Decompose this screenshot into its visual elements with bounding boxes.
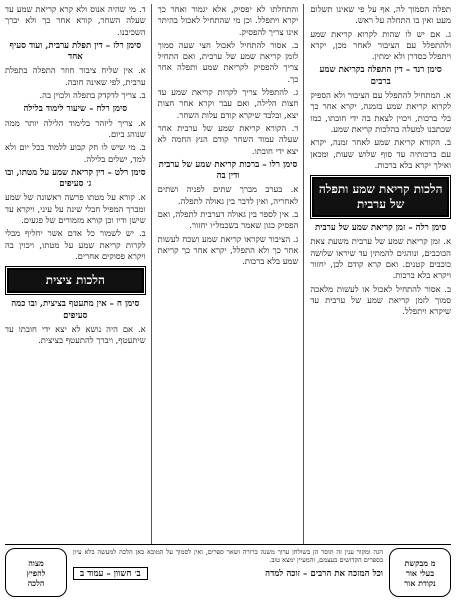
section-banner: הלכות קריאת שמע ותפלה של ערבית <box>312 177 449 217</box>
section-heading: סימן רלז – דין תפלת ערבית, ועוד סעיף אחד <box>9 40 142 63</box>
section-heading: סימן רלט – דין קריאת שמע על מטתו, ובו ג׳ סעיפים <box>4 167 146 190</box>
logo-right <box>389 548 451 597</box>
page-label: ב׳ חשוון – עמוד ב <box>73 567 148 580</box>
paragraph: א. המתחיל להתפלל עם הציבור ולא הספיק לקרוא קריאת שמע בזמנה, יקרא אחר כך בלי ברכות, ויכוין לצאת בה ידי חובתו, כמו שכתבנו למעלה בהלכות קריאת שמע. <box>310 90 451 134</box>
paragraph: ב. אסור להתחיל לאכול חצי שעה סמוך לזמן קריאת שמע של ערבית, ואם התחיל צריך להפסיק לקריאת שמע ותפלה אחר כך. <box>157 39 299 84</box>
paragraph: ד. הקורא קריאת שמע של ערבית אחר שעלה עמוד השחר קודם הנץ החמה לא יצא ידי חובתו. <box>157 122 299 156</box>
paragraph: א. זמן קריאת שמע של ערבית משעת צאת הכוכבים, ונוהגים להמתין עד שיראו שלושה כוכבים קטנים. ואם קרא קודם לכן, יחזור ויקרא בלא ברכות. <box>310 236 451 281</box>
paragraph: והתחלתו לא יפסיק, אלא יגמור ואחר כך יקרא ויתפלל. וכן מי שהתחיל לאכול בהיתר אינו צריך להפסיק. <box>157 4 299 37</box>
footer-note: הגה ומקור ענין זה תוסר הן בשולחן ערוך משנה ברורה ושאר ספרים, ואין לסמוך על המובא כאן הלכה למעשה בלא עיון בספרים הקדושים בעצמם, והמעיין ימצא טוב. <box>73 548 383 564</box>
section-heading: סימן רנד – דין התפלה בקריאת שמע ברבים <box>319 65 442 87</box>
page-footer <box>5 544 451 597</box>
paragraph: ב. צריך לדקדק בתפלה ולכוין בה. <box>39 90 146 101</box>
paragraph: ב. הקורא קריאת שמע לאחר זמנה, יקרא עם ברכותיה עד סוף שלוש שעות, ומכאן ואילך יקרא בלא ברכות. <box>310 137 451 170</box>
column-middle <box>158 4 305 544</box>
paragraph: א. אין שליח ציבור חוזר התפלה בתפלת ערבית, לפי שאינה חובה. <box>4 65 146 87</box>
footer-slogan: וכל המזכה את הרבים – זוכה למדה <box>265 569 383 579</box>
paragraph: ב. אין לספר בין גאולה דערבית לתפלה, ואם הפסיק כגון שאמר בשכמל״ו יחזור. <box>157 209 299 231</box>
section-banner: הלכות ציצית <box>7 268 144 293</box>
footer-center <box>67 545 389 597</box>
logo-left <box>5 548 67 597</box>
section-heading: סימן רלח – שיעור לימוד בלילה <box>23 104 128 115</box>
logo-line: הלכה <box>27 577 45 588</box>
logo-line: נקודת אור <box>404 577 436 588</box>
logo-line: להפיץ <box>26 567 46 578</box>
logo-line: בעלי אור <box>405 567 435 578</box>
paragraph: א. צריך ליזהר בלימוד הלילה יותר ממה שנוהג ביום. <box>4 117 146 139</box>
paragraph: א. אם היה נושא לא יצא ידי חובתו עד שיתעטף, ויברך להתעטף בציצית. <box>4 323 146 346</box>
paragraph: ג. להתפלל צריך לקרות קריאת שמע עד חצות הלילה, ואם עבר וקרא אחר חצות יצא, ובלבד שיקרא קודם עלות השחר. <box>157 87 299 120</box>
paragraph: א. בערב מברך שתים לפניה ושתים לאחריה, ואין לדבר בין גאולה לתפלה. <box>157 184 299 206</box>
column-right <box>310 4 451 544</box>
column-left <box>5 4 152 544</box>
paragraph: ב. מי שיש לו חק קבוע ללמוד בכל יום ולא למד, ישלים בלילה. <box>4 142 146 164</box>
paragraph: ד. מי שהיה אנוס ולא קרא קריאת שמע עד שעלה השחר, קורא אחר כך ולא יברך השכיבנו. <box>4 4 146 37</box>
section-heading: סימן רלה – זמן קריאת שמע של ערבית <box>315 223 447 234</box>
paragraph: א. קורא על מטתו פרשה ראשונה של שמע ומברך המפיל חבלי שינה על עיני, ויקרא עד שישן ודיו וכן קורא מזמורים של פגעים. <box>4 192 146 226</box>
logo-line: מ מבקשת <box>404 557 436 568</box>
paragraph: ב. אסור להתחיל לאכול או לעשות מלאכה סמוך לזמן קריאת שמע של ערבית עד שיקרא ויתפלל. <box>310 283 451 317</box>
text-columns <box>5 4 451 544</box>
paragraph: תפלה הסמוך לה, אף על פי שאינו תשלום מעט ואין בו התחלה על ראש. <box>310 4 451 26</box>
paragraph: ג. אם יש לו שהות לקרוא קריאת שמע ולהתפלל עם הציבור לאחר מכן, יקרא ויתפלל כסדרן ולא ימתין. <box>310 28 451 62</box>
paragraph: ב. יש לשמור כל אדם אשר יחליף מבלי לקרות קריאת שמע על מטתו, ויכוין בה ויקרא פסוקים אחרים. <box>4 228 146 261</box>
section-heading: סימן רלו – ברכות קריאת שמע של ערבית ודין בה <box>158 159 298 182</box>
section-heading: סימן ח – אין מתעטף בציצית, ובו כמה סעיפים <box>11 299 140 321</box>
paragraph: ג. הציבור שקראו קריאת שמע ושכח לעשות אחר כך ולא התפלל, יקרא אחר כך קריאת שמע בלא ברכות. <box>157 233 299 267</box>
logo-line: מצוה <box>28 557 44 568</box>
footer-bottom-row <box>73 567 383 580</box>
